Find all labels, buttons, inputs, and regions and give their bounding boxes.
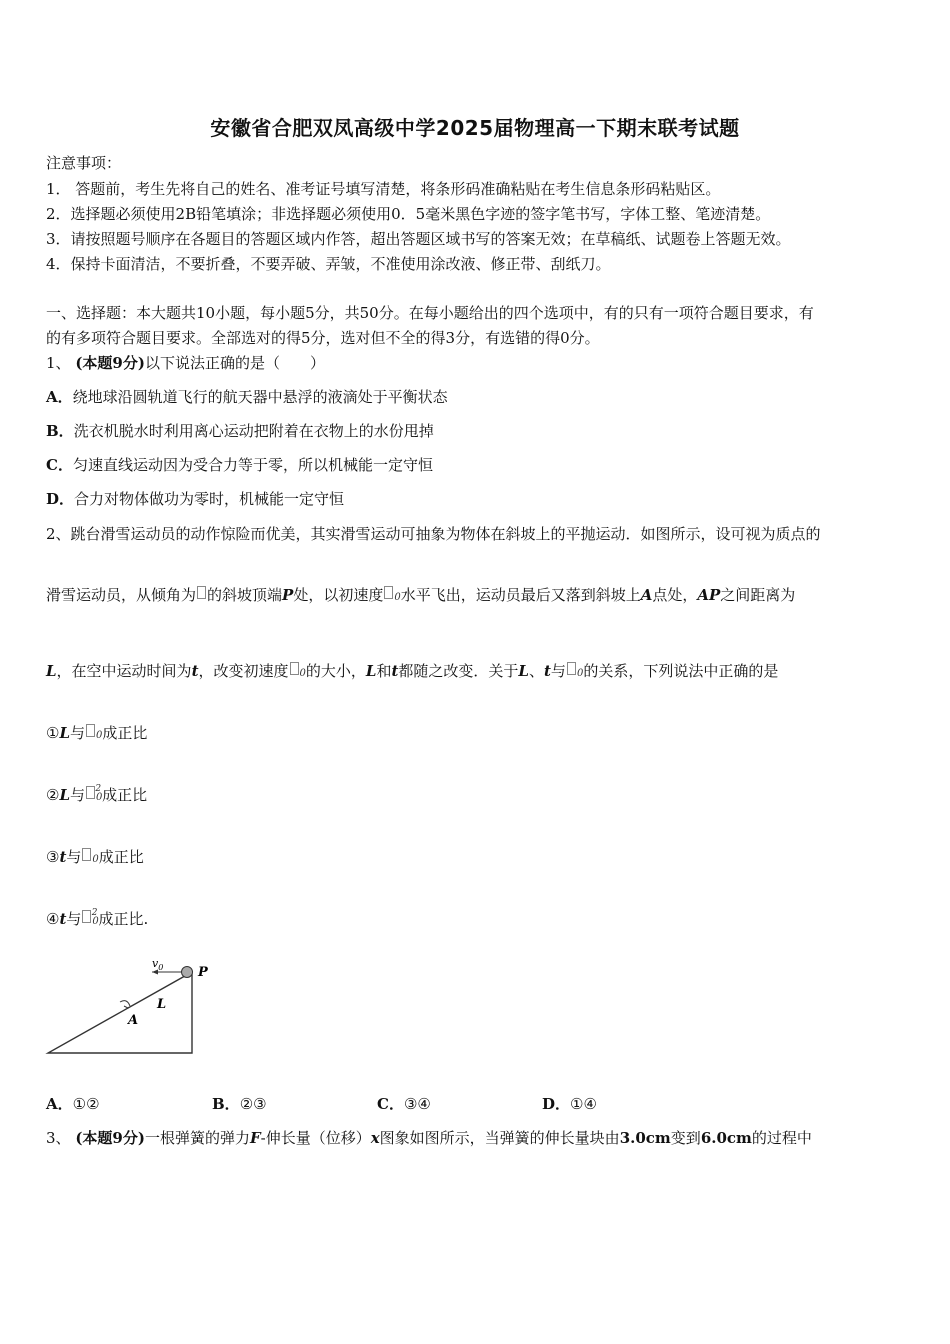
text-fragment: 成正比 (98, 848, 144, 866)
answer-option-a (46, 1093, 100, 1114)
var-l: L (365, 662, 377, 680)
subscript: 0 (92, 854, 99, 865)
v0-placeholder-icon (86, 724, 95, 737)
v0-label: $v_0$ (152, 957, 164, 972)
v0-placeholder-icon (567, 662, 576, 675)
text-fragment: 、 (528, 662, 544, 680)
text-fragment: 的斜坡顶端 (207, 586, 283, 604)
subscript: 0 (96, 792, 103, 803)
notice-item-3: 3．请按照题号顺序在各题目的答题区域内作答，超出答题区域书写的答案无效；在草稿纸、试题卷上答题无效。 (46, 230, 791, 248)
text-fragment: -伸长量（位移） (260, 1129, 371, 1147)
section-instructions-line-1: 一、选择题：本大题共10小题，每小题5分，共50分。在每小题给出的四个选项中，有的只有一项符合题目要求，有 (46, 304, 814, 322)
v0-placeholder-icon (290, 662, 299, 675)
v0-placeholder-icon (82, 848, 91, 861)
option-letter: A． (46, 388, 73, 406)
question-1-option-c (46, 454, 433, 475)
superscript: 2 (91, 908, 98, 918)
option-text: 绕地球沿圆轨道飞行的航天器中悬浮的液滴处于平衡状态 (72, 388, 448, 406)
theta-placeholder-icon (197, 586, 206, 599)
skier-ball (182, 967, 193, 978)
question-1-stem (46, 352, 325, 373)
option-text: 合力对物体做功为零时，机械能一定守恒 (74, 490, 345, 508)
answer-option-b (212, 1093, 267, 1114)
option-text: ①④ (570, 1095, 597, 1113)
answer-option-c (377, 1093, 431, 1114)
text-fragment: ，改变初速度 (198, 662, 289, 680)
landing-mark (120, 1001, 130, 1006)
question-score: (本题9分) (75, 1129, 145, 1147)
point-p-label: P (282, 586, 294, 604)
slope-figure (40, 950, 220, 1060)
text-fragment: 都随之改变．关于 (398, 662, 519, 680)
question-number: 1、 (46, 354, 71, 372)
option-letter: D． (542, 1095, 571, 1113)
slope-triangle (48, 972, 192, 1053)
section-instructions-line-2: 的有多项符合题目要求。全部选对的得5分，选对但不全的得3分，有选错的得0分。 (46, 329, 600, 347)
text-fragment: 一根弹簧的弹力 (144, 1129, 250, 1147)
point-a: A (128, 1013, 139, 1028)
option-letter: C． (46, 456, 73, 474)
option-letter: A． (46, 1095, 73, 1113)
text-fragment: 成正比 (102, 786, 148, 804)
answer-option-d (542, 1093, 597, 1114)
v0-placeholder-icon (86, 786, 95, 799)
text-fragment: 和 (376, 662, 392, 680)
circle-number: ④ (46, 910, 60, 928)
text-fragment: 水平飞出，运动员最后又落到斜坡上 (400, 586, 641, 604)
text-fragment: 变到 (670, 1129, 701, 1147)
text-fragment: 与 (66, 848, 82, 866)
statement-4 (46, 908, 148, 929)
question-2-line-2 (46, 584, 795, 605)
notice-item-4: 4．保持卡面清洁，不要折叠，不要弄破、弄皱，不准使用涂改液、修正带、刮纸刀。 (46, 255, 611, 273)
var-x: x (370, 1129, 380, 1147)
var-t: t (391, 662, 399, 680)
var-t: t (191, 662, 199, 680)
option-letter: B． (212, 1095, 240, 1113)
text-fragment: 的过程中 (751, 1129, 812, 1147)
point-a-label: A (640, 586, 653, 604)
option-letter: B． (46, 422, 74, 440)
text-fragment: 与 (550, 662, 566, 680)
text-fragment: 滑雪运动员，从倾角为 (46, 586, 197, 604)
question-number: 3、 (46, 1129, 71, 1147)
text-fragment: 图象如图所示，当弹簧的伸长量块由 (379, 1129, 620, 1147)
segment-ap-label: AP (697, 586, 721, 604)
value: 6.0cm (700, 1129, 752, 1147)
var: t (59, 848, 67, 866)
text-fragment: 的大小， (305, 662, 366, 680)
option-text: ①② (72, 1095, 100, 1113)
statement-3 (46, 846, 144, 867)
question-2-line-1: 2、跳台滑雪运动员的动作惊险而优美，其实滑雪运动可抽象为物体在斜坡上的平抛运动．如图所示，设可视为质点的 (46, 525, 821, 543)
text-fragment: 与 (66, 910, 82, 928)
point-p: P (198, 965, 208, 980)
var-l: L (46, 662, 57, 680)
var: L (59, 786, 70, 804)
text-fragment: 与 (70, 724, 86, 742)
v0-placeholder-icon (384, 586, 393, 599)
subscript: 0 (394, 592, 401, 603)
exam-title: 安徽省合肥双凤高级中学2025届物理高一下期末联考试题 (210, 116, 740, 140)
superscript: 2 (95, 784, 102, 794)
var-t: t (543, 662, 551, 680)
v0-placeholder-icon (82, 910, 91, 923)
statement-1 (46, 722, 147, 743)
text-fragment: 与 (70, 786, 86, 804)
question-2-line-3 (46, 660, 778, 681)
notice-item-2: 2．选择题必须使用2B铅笔填涂；非选择题必须使用0．5毫米黑色字迹的签字笔书写，字体工整、笔迹清楚。 (46, 205, 771, 223)
question-text: 以下说法正确的是（ ） (144, 354, 325, 372)
length-l: L (157, 997, 167, 1012)
subscript: 0 (96, 730, 103, 741)
option-text: ③④ (403, 1095, 431, 1113)
text-fragment: 点处， (652, 586, 698, 604)
subscript: 0 (299, 668, 306, 679)
statement-2 (46, 784, 147, 805)
question-1-option-a (46, 386, 448, 407)
option-letter: D． (46, 490, 75, 508)
var: t (59, 910, 67, 928)
circle-number: ③ (46, 848, 60, 866)
notice-heading: 注意事项： (46, 154, 122, 172)
text-fragment: 处，以初速度 (293, 586, 384, 604)
option-text: 匀速直线运动因为受合力等于零，所以机械能一定守恒 (72, 456, 433, 474)
option-text: 洗衣机脱水时利用离心运动把附着在衣物上的水份甩掉 (73, 422, 434, 440)
notice-item-1: 1． 答题前，考生先将自己的姓名、准考证号填写清楚，将条形码准确粘贴在考生信息条形码粘贴区。 (46, 180, 721, 198)
circle-number: ① (46, 724, 60, 742)
landing-mark-tail (124, 1006, 128, 1008)
text-fragment: 的关系，下列说法中正确的是 (583, 662, 779, 680)
var: L (59, 724, 70, 742)
text-fragment: 成正比 (102, 724, 148, 742)
text-fragment: 之间距离为 (720, 586, 796, 604)
var-l: L (518, 662, 529, 680)
velocity-arrowhead (152, 970, 158, 975)
subscript: 0 (576, 668, 584, 679)
question-score: (本题9分) (75, 354, 145, 372)
question-1-option-d (46, 488, 344, 509)
question-1-option-b (46, 420, 434, 441)
var-f: F (249, 1129, 261, 1147)
text-fragment: 成正比. (98, 910, 149, 928)
text-fragment: ，在空中运动时间为 (56, 662, 192, 680)
question-3-stem (46, 1127, 812, 1148)
value: 3.0cm (619, 1129, 671, 1147)
option-letter: C． (377, 1095, 404, 1113)
option-text: ②③ (239, 1095, 267, 1113)
circle-number: ② (46, 786, 60, 804)
subscript: 0 (92, 916, 99, 927)
